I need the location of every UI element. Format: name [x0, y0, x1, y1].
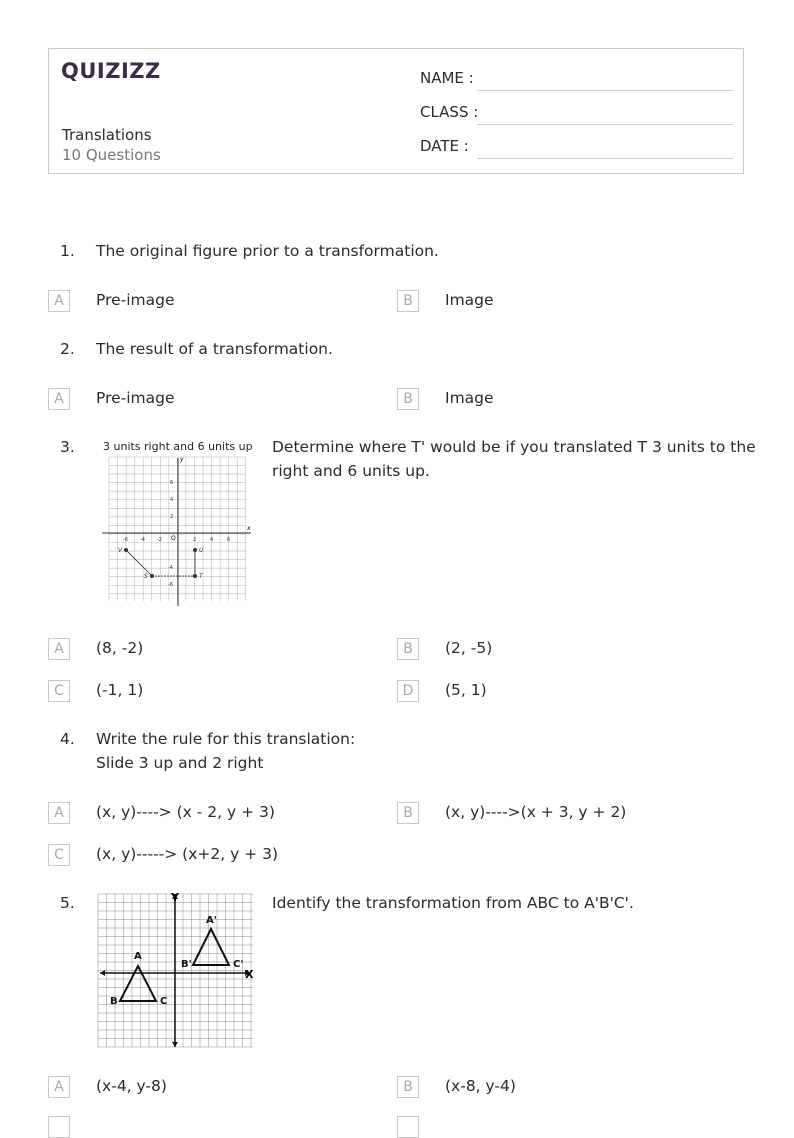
class-label: CLASS :	[420, 103, 479, 121]
tick-label: -6	[168, 582, 173, 588]
point-s	[150, 574, 154, 578]
option-letter-box[interactable]: B	[397, 388, 419, 410]
option-text[interactable]: Pre-image	[96, 389, 175, 407]
class-line[interactable]	[477, 124, 733, 125]
worksheet-header	[48, 48, 744, 174]
y-axis-label: Y	[171, 891, 179, 904]
option-letter-box[interactable]: B	[397, 638, 419, 660]
name-line[interactable]	[477, 90, 733, 91]
question-text: Slide 3 up and 2 right	[96, 754, 264, 772]
vertex-label-b: B	[110, 996, 118, 1007]
tick-label: -4	[140, 537, 145, 543]
question-text: Identify the transformation from ABC to A'B'C'.	[272, 894, 634, 912]
option-text[interactable]: (-1, 1)	[96, 681, 144, 699]
vertex-label-c-prime: C'	[233, 959, 244, 970]
option-letter-box[interactable]: C	[48, 844, 70, 866]
worksheet-title: Translations	[62, 126, 152, 144]
vertex-label-b-prime: B'	[181, 959, 192, 970]
option-letter-box[interactable]: B	[397, 802, 419, 824]
option-text[interactable]: Image	[445, 291, 494, 309]
option-text[interactable]: (2, -5)	[445, 639, 493, 657]
question-text: right and 6 units up.	[272, 462, 430, 480]
tick-label: 4	[210, 537, 214, 543]
option-text[interactable]: (x, y)-----> (x+2, y + 3)	[96, 845, 279, 863]
question-text: Determine where T' would be if you translated T 3 units to the	[272, 438, 756, 456]
question-number: 3.	[60, 438, 75, 456]
option-letter-box[interactable]: C	[48, 680, 70, 702]
question-number: 2.	[60, 340, 75, 358]
point-label-s: S	[144, 573, 148, 580]
figure-title: 3 units right and 6 units up	[103, 440, 253, 453]
vertex-label-a-prime: A'	[206, 915, 217, 926]
option-letter-box[interactable]	[48, 1116, 70, 1138]
vertex-label-c: C	[160, 996, 168, 1007]
y-axis-label: y	[180, 456, 184, 463]
tick-label: 6	[170, 480, 174, 486]
tick-label: -2	[157, 537, 162, 543]
option-letter-box[interactable]: B	[397, 1076, 419, 1098]
option-text[interactable]: (5, 1)	[445, 681, 487, 699]
question-text: The result of a transformation.	[96, 340, 333, 358]
x-axis-label: X	[245, 968, 254, 981]
option-letter-box[interactable]: A	[48, 290, 70, 312]
date-label: DATE :	[420, 137, 469, 155]
question-number: 1.	[60, 242, 75, 260]
point-u	[193, 548, 197, 552]
triangle-grid-figure	[96, 890, 256, 1050]
tick-label: 2	[193, 537, 197, 543]
question-count: 10 Questions	[62, 146, 161, 164]
point-v	[124, 548, 128, 552]
option-text[interactable]: (8, -2)	[96, 639, 144, 657]
option-letter-box[interactable]: A	[48, 1076, 70, 1098]
date-line[interactable]	[477, 158, 733, 159]
tick-label: 6	[227, 537, 231, 543]
option-text[interactable]: Pre-image	[96, 291, 175, 309]
option-text[interactable]: (x, y)----> (x - 2, y + 3)	[96, 803, 275, 821]
point-label-v: V	[118, 547, 123, 554]
option-text[interactable]: (x, y)---->(x + 3, y + 2)	[445, 803, 627, 821]
point-label-u: U	[199, 547, 204, 554]
question-text: Write the rule for this translation:	[96, 730, 356, 748]
option-letter-box[interactable]: B	[397, 290, 419, 312]
point-label-t: T	[199, 573, 203, 580]
quizizz-logo: QUIZIZZ	[61, 59, 161, 83]
question-number: 5.	[60, 894, 75, 912]
question-number: 4.	[60, 730, 75, 748]
option-text[interactable]: (x-8, y-4)	[445, 1077, 516, 1095]
option-letter-box[interactable]: A	[48, 638, 70, 660]
point-t	[193, 574, 197, 578]
option-letter-box[interactable]	[397, 1116, 419, 1138]
tick-label: -4	[168, 565, 173, 571]
x-axis-label: x	[247, 525, 251, 532]
option-text[interactable]: Image	[445, 389, 494, 407]
origin-label: O	[171, 535, 176, 542]
vertex-label-a: A	[134, 951, 142, 962]
tick-label: -6	[123, 537, 128, 543]
option-letter-box[interactable]: D	[397, 680, 419, 702]
tick-label: 2	[170, 514, 174, 520]
coordinate-grid-figure	[96, 436, 256, 608]
tick-label: 4	[170, 497, 174, 503]
name-label: NAME :	[420, 69, 474, 87]
question-text: The original figure prior to a transformation.	[96, 242, 439, 260]
triangle-abc-prime	[193, 929, 229, 965]
option-letter-box[interactable]: A	[48, 802, 70, 824]
option-text[interactable]: (x-4, y-8)	[96, 1077, 167, 1095]
option-letter-box[interactable]: A	[48, 388, 70, 410]
